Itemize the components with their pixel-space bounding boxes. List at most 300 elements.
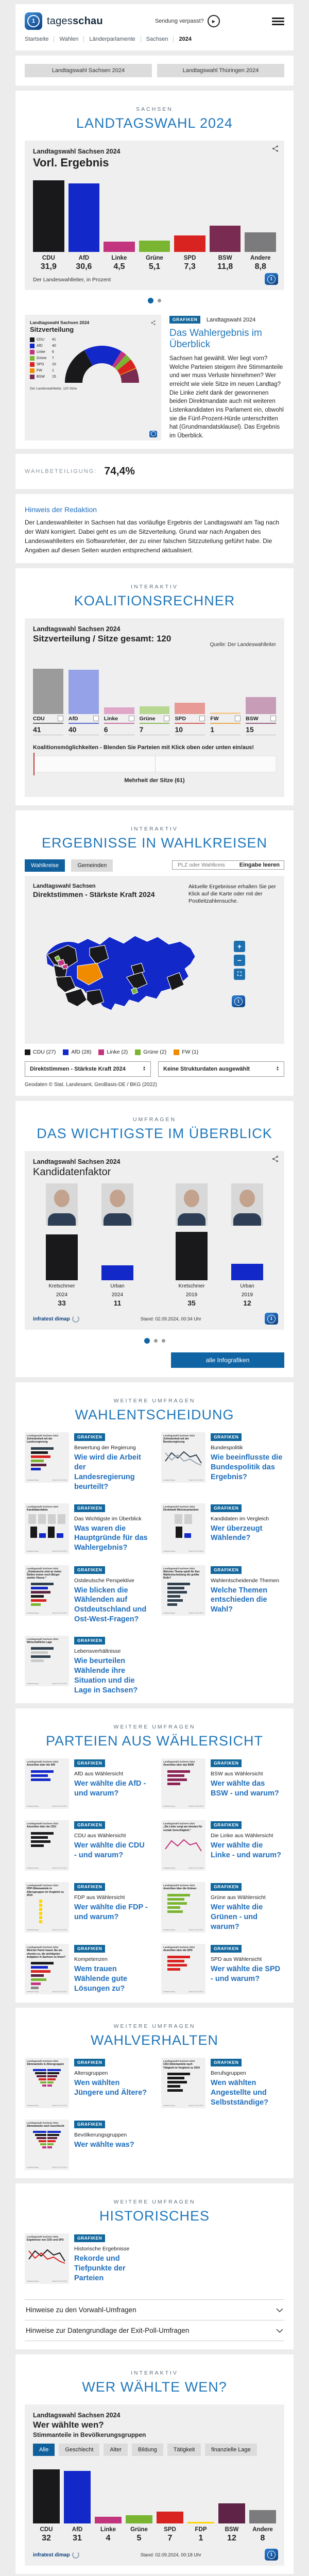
teaser-kicker: Kompetenzen: [74, 1956, 108, 1963]
thumb-brand: infratest dimap: [27, 1991, 39, 1993]
teaser-item[interactable]: [161, 1432, 284, 1492]
thumb-chart: [27, 1769, 67, 1798]
thumb-brand: infratest dimap: [163, 1550, 175, 1552]
bar: [33, 180, 64, 252]
thumb-bar: [31, 1583, 54, 1585]
thumb-stand: Stand: 02.09.2024: [52, 1991, 67, 1993]
thumb-bar: [31, 1460, 44, 1462]
seats-title: Sitzverteilung: [30, 326, 74, 333]
teaser-title[interactable]: Wer wählte die CDU - und warum?: [74, 1841, 145, 1860]
election-tab[interactable]: Landtagswahl Sachsen 2024: [25, 64, 152, 77]
koalition-party-name: Linke: [104, 715, 118, 722]
thumb-chart: [163, 1834, 203, 1862]
bar-label: [139, 255, 170, 272]
thumb-stand: Stand: 02.09.2024: [52, 1682, 67, 1685]
candidate-pair: [168, 1183, 271, 1307]
grafiken-badge: GRAFIKEN: [211, 1433, 242, 1441]
thumb-pretitle: Landtagswahl Sachsen 2024: [163, 2060, 195, 2063]
koalition-seats: 7: [140, 724, 170, 735]
grafiken-badge: GRAFIKEN: [74, 1433, 105, 1441]
thumb-chart: [27, 2068, 67, 2097]
section-kicker: WEITERE UMFRAGEN: [113, 2199, 196, 2206]
overview-title[interactable]: Das Wahlergebnis im Überblick: [169, 328, 262, 350]
ard-logo-icon: [149, 431, 157, 437]
koalition-bar[interactable]: [140, 706, 170, 714]
section-hero: [25, 1717, 284, 1758]
thumb-photo: [28, 1514, 36, 1524]
election-tab[interactable]: Landtagswahl Thüringen 2024: [157, 64, 284, 77]
thumb-title: Ansichten über die Grünen: [163, 1887, 197, 1891]
stand-timestamp: Stand: 02.09.2024, 00:34 Uhr: [140, 1316, 201, 1322]
legend-seats: 6: [52, 350, 54, 354]
teaser-title[interactable]: Wer wählte das BSW - und warum?: [211, 1780, 279, 1798]
breadcrumb-item[interactable]: Wahlen: [54, 36, 84, 42]
candidate-name: Urban: [110, 1283, 125, 1290]
thumb-brand: infratest dimap: [163, 2105, 175, 2107]
legend-label: CDU (27): [33, 1049, 56, 1056]
accordion-label: Hinweise zu den Vorwahl-Umfragen: [26, 2306, 136, 2314]
thumb-pretitle: Landtagswahl Sachsen 2024: [163, 1505, 195, 1508]
koalition-bar[interactable]: [33, 669, 63, 714]
section-kicker: INTERAKTIV: [131, 2370, 178, 2377]
teaser-title[interactable]: Wie wird die Arbeit der Landesregierung beurteilt?: [74, 1453, 141, 1491]
candidate-pair: [38, 1183, 141, 1307]
thumb-bar: [184, 1533, 191, 1538]
thumb-stand: Stand: 02.09.2024: [52, 1550, 67, 1552]
koalition-checkbox[interactable]: [93, 716, 99, 721]
overview-teaser[interactable]: [169, 315, 284, 440]
thumb-title: Stimmanteile nach Geschlecht: [27, 2125, 64, 2128]
thumb-footer: [163, 1929, 203, 1931]
carousel-dot[interactable]: [158, 299, 161, 302]
candidate-name: Kretschmer: [178, 1283, 205, 1290]
candidate-bar-zone: [94, 1231, 141, 1280]
legend-row: [30, 368, 56, 373]
map-zoom-in-button[interactable]: +: [234, 941, 245, 952]
section-title: WAHLENTSCHEIDUNG: [75, 1407, 234, 1423]
teaser-thumbnail: [25, 1432, 69, 1483]
teaser-item[interactable]: [25, 1432, 148, 1492]
thumb-bar: [167, 1964, 187, 1967]
teaser-title[interactable]: Wen wählten Angestellte und Selbstständige?: [211, 2079, 268, 2107]
result-bar-labels: [33, 255, 276, 272]
candidate-name: Urban: [240, 1283, 254, 1290]
share-icon[interactable]: [271, 145, 279, 155]
thumb-title: Ansichten über die AfD: [27, 1764, 56, 1767]
koalition-party-row[interactable]: [140, 714, 170, 724]
tagesschau-logo[interactable]: [25, 12, 103, 30]
section-hero: [25, 2192, 284, 2233]
bar-value: 31,9: [40, 262, 57, 271]
photo-head: [110, 1190, 125, 1207]
teaser-item[interactable]: [25, 1882, 148, 1933]
bar-column: [95, 2464, 122, 2523]
accordion-label: Hinweise zur Datengrundlage der Exit-Poll-Umfragen: [26, 2327, 190, 2335]
legend-swatch: [174, 1049, 179, 1055]
note-title[interactable]: Hinweis der Redaktion: [25, 505, 97, 514]
teaser-title[interactable]: Wie beeinflusste die Bundespolitik das Ergebnis?: [211, 1453, 283, 1481]
share-icon[interactable]: [271, 1155, 279, 1165]
bar-name: AfD: [78, 255, 90, 261]
sendung-verpasst-link[interactable]: [155, 15, 220, 27]
brand-text: tagesschau: [47, 15, 103, 27]
grafiken-badge: GRAFIKEN: [169, 316, 200, 324]
filter-t-tigkeit[interactable]: Tätigkeit: [167, 2444, 201, 2456]
thumb-bar: [31, 1595, 44, 1598]
carousel-dot[interactable]: [144, 1338, 150, 1344]
teaser-item[interactable]: [161, 1820, 284, 1871]
teaser-item[interactable]: [25, 1944, 148, 1994]
structure-data-select[interactable]: [158, 1061, 284, 1077]
koalition-bar[interactable]: [68, 670, 99, 714]
ard-logo-icon: 1: [265, 1313, 278, 1325]
thumb-pretitle: Landtagswahl Sachsen 2024: [27, 1505, 59, 1508]
breadcrumb-item[interactable]: Sachsen: [141, 36, 174, 42]
filter-bildung[interactable]: Bildung: [132, 2444, 163, 2456]
teaser-item[interactable]: [25, 1565, 148, 1624]
legend-party: Linke: [37, 350, 45, 354]
grafiken-badge: GRAFIKEN: [74, 2121, 105, 2128]
map-legend: [25, 1049, 284, 1055]
bar-name: Andere: [252, 2527, 273, 2533]
thumb-chart: [163, 2071, 203, 2100]
legend-swatch: [30, 344, 35, 348]
koalition-pretitle: Landtagswahl Sachsen 2024: [33, 625, 121, 633]
alle-infografiken-button[interactable]: alle Infografiken: [171, 1352, 284, 1368]
koalition-party-name: Grüne: [139, 715, 156, 722]
map-hint: Aktuelle Ergebnisse erhalten Sie per Klick auf die Karte oder mit der Postleitzahlensuche.: [188, 883, 276, 905]
thumb-pyramid-row: [27, 2069, 67, 2071]
bar-name: Grüne: [130, 2527, 148, 2533]
thumb-line-chart: [27, 2244, 67, 2267]
bar: [157, 2512, 183, 2523]
teaser-item[interactable]: [25, 1636, 148, 1695]
koalition-party-column[interactable]: [68, 668, 99, 735]
koalition-party-column[interactable]: [175, 668, 205, 735]
thumb-bar: [31, 1774, 48, 1777]
teaser-title[interactable]: Rekorde und Tiefpunkte der Parteien: [74, 2255, 126, 2283]
thumb-stand: Stand: 02.09.2024: [52, 1929, 67, 1931]
legend-swatch: [30, 368, 35, 373]
koalition-party-row[interactable]: [104, 714, 134, 724]
who-voted-card: [25, 2404, 284, 2566]
tab-wahlkreise[interactable]: Wahlkreise: [25, 859, 65, 872]
thumb-brand: infratest dimap: [163, 1929, 175, 1931]
thumb-bar: [31, 1978, 46, 1981]
thumb-bar: [167, 2077, 184, 2079]
teaser-item[interactable]: [161, 1565, 284, 1624]
candidate-photo: [176, 1183, 208, 1226]
card-subtitle: Stimmanteile in Bevölkerungsgruppen: [33, 2431, 146, 2439]
teaser-item[interactable]: [161, 1503, 284, 1554]
thumb-stand: Stand: 02.09.2024: [52, 1805, 67, 1808]
thumb-chart: [27, 1446, 67, 1475]
bar-label: [33, 2527, 60, 2543]
thumb-pyramid-row: [27, 2075, 67, 2077]
thumb-title: Ansichten über das BSW: [163, 1764, 194, 1767]
koalition-bar[interactable]: [104, 707, 134, 714]
teaser-thumbnail: [25, 2058, 69, 2108]
legend-seats: 10: [52, 363, 56, 366]
chart-source: Der Landeswahlleiter, in Prozent: [33, 277, 111, 283]
thumb-title: Welcher Partei trauen Sie am ehesten zu, die wichtigsten Aufgaben in Sachsen zu lösen?: [27, 1949, 66, 1959]
koalition-bar-zone: [33, 668, 63, 714]
grafiken-badge: GRAFIKEN: [211, 1945, 242, 1953]
section-result: [15, 91, 294, 449]
teaser-title[interactable]: Wer überzeugt Wählende?: [211, 1524, 263, 1543]
bar: [210, 226, 241, 252]
teaser-thumbnail: [25, 1565, 69, 1616]
thumb-title: Welches Thema spielt für Ihre Wahlentscheidung die größte Rolle?: [163, 1570, 200, 1580]
bar-column: [249, 2464, 276, 2523]
legend-label: AfD (28): [71, 1049, 92, 1056]
tab-gemeinden[interactable]: Gemeinden: [71, 859, 113, 872]
thumb-title: Wirtschaftliche Lage: [27, 1640, 52, 1644]
thumb-pyramid-row: [27, 2137, 67, 2139]
breadcrumb-item[interactable]: 2024: [179, 36, 192, 42]
teaser-thumbnail: [161, 1882, 205, 1933]
share-icon[interactable]: [150, 319, 156, 328]
thumb-bar: [167, 2081, 187, 2083]
teaser-text: [74, 1758, 148, 1809]
accordion-row[interactable]: [25, 2300, 284, 2320]
select-arrows-icon: ▲ ▼: [143, 1066, 146, 1072]
koalition-party-row[interactable]: [68, 714, 99, 724]
teaser-kicker: Lebensverhältnisse: [74, 1648, 121, 1654]
candidate-column: [94, 1183, 141, 1307]
bar-name: Linke: [100, 2527, 116, 2533]
teaser-title[interactable]: Wem trauen Wählende gute Lösungen zu?: [74, 1965, 128, 1993]
bar-label: [126, 2527, 152, 2543]
koalition-party-column[interactable]: [210, 668, 241, 735]
thumb-footer: [27, 2105, 67, 2107]
saxony-map-svg[interactable]: [33, 907, 203, 1036]
koalition-bar[interactable]: [210, 713, 241, 714]
carousel-dots[interactable]: [25, 1330, 284, 1347]
turnout-card: [15, 454, 294, 489]
bar-column: [218, 2464, 245, 2523]
legend-swatch: [30, 356, 35, 361]
teaser-kicker: SPD aus Wählersicht: [211, 1956, 262, 1963]
ard-logo-icon: 1: [265, 273, 278, 285]
legend-swatch: [135, 1049, 141, 1055]
koalition-checkbox[interactable]: [164, 716, 169, 721]
map-zoom-out-button[interactable]: −: [234, 955, 245, 966]
candidate-name: Kretschmer: [48, 1283, 75, 1290]
koalition-checkbox[interactable]: [270, 716, 276, 721]
legend-row: [30, 356, 56, 361]
koalition-party-column[interactable]: [140, 668, 170, 735]
filter-finanzielle-lage[interactable]: finanzielle Lage: [205, 2444, 256, 2456]
koalition-bar-zone: [104, 668, 134, 714]
teaser-title[interactable]: Wer wählte was?: [74, 2141, 134, 2149]
thumb-pretitle: Landtagswahl Sachsen 2024: [27, 1884, 59, 1887]
hamburger-menu-icon[interactable]: [272, 18, 284, 25]
thumb-bar: [31, 1591, 50, 1594]
teaser-thumbnail: [161, 1944, 205, 1994]
breadcrumb-item[interactable]: Länderparlamente: [84, 36, 141, 42]
bar-label: [157, 2527, 183, 2543]
bar-name: Grüne: [146, 255, 163, 261]
bar-value: 5,1: [148, 262, 161, 271]
koalition-party-row[interactable]: [210, 714, 241, 724]
thumb-bar: [31, 1836, 48, 1839]
legend-row: [30, 375, 56, 379]
legend-row: [30, 344, 56, 348]
grafiken-badge: GRAFIKEN: [74, 1637, 105, 1645]
teaser-kicker: Bewertung der Regierung: [74, 1445, 136, 1451]
thumb-footer: [27, 1867, 67, 1869]
plz-searchbox: [172, 860, 284, 870]
teaser-title[interactable]: Wen wählten Jüngere und Ältere?: [74, 2079, 147, 2097]
thumb-chart: [27, 1581, 67, 1610]
koalition-party-column[interactable]: [104, 668, 134, 735]
teaser-title[interactable]: Wer wählte die AfD - und warum?: [74, 1780, 146, 1798]
koalition-party-row[interactable]: [175, 714, 205, 724]
thumb-chart: [163, 1954, 203, 1983]
teaser-kicker: Ostdeutsche Perspektive: [74, 1577, 134, 1584]
breadcrumb-item[interactable]: Startseite: [25, 36, 54, 42]
carousel-dot[interactable]: [154, 1339, 158, 1343]
teaser-item[interactable]: [25, 1820, 148, 1871]
koalition-checkbox[interactable]: [235, 716, 241, 721]
bar-value: 11,8: [217, 262, 233, 271]
teaser-kicker: CDU aus Wählersicht: [74, 1833, 126, 1839]
candidate-bar: [46, 1234, 78, 1280]
carousel-dots[interactable]: [25, 290, 284, 308]
clear-input-button[interactable]: Eingabe leeren: [239, 861, 280, 868]
koalition-checkbox[interactable]: [58, 716, 63, 721]
teaser-title[interactable]: Wer wählte die Linke - und warum?: [211, 1841, 281, 1860]
thumb-bar: [31, 1970, 50, 1973]
teaser-text: [211, 1503, 284, 1554]
thumb-bar: [31, 1651, 48, 1654]
bar-value: 32: [42, 2534, 51, 2543]
filter-alle[interactable]: Alle: [33, 2444, 55, 2456]
thumb-line-chart: [163, 1446, 203, 1469]
thumb-title: „Die Linke sorgt am ehesten für soziale Gerechtigkeit.“: [163, 1825, 202, 1832]
teaser-item[interactable]: [161, 1758, 284, 1809]
grafiken-badge: GRAFIKEN: [211, 1504, 242, 1512]
teaser-text: [74, 1636, 148, 1695]
teaser-item[interactable]: [161, 1882, 284, 1933]
teaser-item[interactable]: [25, 2233, 148, 2284]
bar-column: [33, 2464, 60, 2523]
teaser-item[interactable]: [25, 2058, 148, 2108]
koalition-checkbox[interactable]: [129, 716, 134, 721]
bar-column: [157, 2464, 183, 2523]
koalition-bar[interactable]: [246, 697, 276, 714]
thumb-footer: [27, 1550, 67, 1552]
thumb-pretitle: Landtagswahl Sachsen 2024: [27, 1637, 59, 1640]
plz-search-input[interactable]: [177, 861, 230, 869]
koalition-checkbox[interactable]: [199, 716, 205, 721]
filter-alter[interactable]: Alter: [104, 2444, 128, 2456]
thumb-bar: [31, 1659, 44, 1662]
infratest-dimap-logo: infratest dimap: [33, 1315, 79, 1323]
legend-party: SPD: [37, 363, 44, 366]
teaser-item[interactable]: [25, 2120, 148, 2170]
grafiken-badge: GRAFIKEN: [74, 1566, 105, 1574]
koalition-party-row[interactable]: [246, 714, 276, 724]
koalition-card: [25, 618, 284, 797]
thumb-pyramid-row: [27, 2143, 67, 2145]
bar-column: [187, 2464, 214, 2523]
thumb-title: Ergebnisse von CDU und SPD: [27, 2239, 64, 2242]
section-title: WER WÄHLTE WEN?: [82, 2379, 227, 2395]
thumb-stand: Stand: 02.09.2024: [188, 2105, 203, 2107]
map-metric-value: Direktstimmen - Stärkste Kraft 2024: [30, 1066, 126, 1073]
teaser-kicker: Bevölkerungsgruppen: [74, 2132, 127, 2139]
carousel-dot[interactable]: [162, 1339, 165, 1343]
bar-column: [245, 175, 276, 252]
koalition-seats: 15: [246, 724, 276, 735]
teaser-title[interactable]: Wie beurteilen Wählende ihre Situation und die Lage in Sachsen?: [74, 1656, 138, 1694]
koalition-bar[interactable]: [175, 703, 205, 714]
candidate-bar-zone: [38, 1231, 85, 1280]
thumb-footer: [163, 1805, 203, 1807]
bar-value: 8: [260, 2534, 265, 2543]
teaser-item[interactable]: [161, 1944, 284, 1994]
teaser-title[interactable]: Wer wählte die SPD - und warum?: [211, 1965, 281, 1984]
bar-label: [104, 255, 135, 272]
accordion: [25, 2299, 284, 2341]
teaser-item[interactable]: [25, 1503, 148, 1554]
thumb-footer: [163, 1612, 203, 1614]
legend-seats: 1: [52, 369, 54, 372]
ard-logo-icon: 1: [232, 995, 245, 1007]
thumb-pretitle: Landtagswahl Sachsen 2024: [163, 1567, 195, 1570]
thumb-chart: [27, 1960, 67, 1989]
seat-distribution-card[interactable]: [25, 315, 161, 440]
bar-label: [245, 255, 276, 272]
koalition-party-row[interactable]: [33, 714, 63, 724]
filter-geschlecht[interactable]: Geschlecht: [59, 2444, 99, 2456]
teaser-text: [74, 1503, 148, 1554]
accordion-row[interactable]: [25, 2320, 284, 2341]
bar-value: 4,5: [113, 262, 125, 271]
teaser-title[interactable]: Wer wählte die FDP - und warum?: [74, 1903, 148, 1922]
teaser-kicker: Historische Ergebnisse: [74, 2246, 130, 2252]
teaser-title[interactable]: Was waren die Hauptgründe für das Wahlergebnis?: [74, 1524, 148, 1552]
teaser-item[interactable]: [25, 1758, 148, 1809]
map-fit-button[interactable]: ⛶: [234, 969, 245, 980]
teaser-kicker: Kandidaten im Vergleich: [211, 1515, 269, 1522]
thumb-photo: [175, 1514, 182, 1524]
carousel-dot[interactable]: [148, 298, 153, 303]
map-metric-select[interactable]: [25, 1061, 151, 1077]
thumb-pretitle: Landtagswahl Sachsen 2024: [27, 1760, 59, 1764]
saxony-map[interactable]: [33, 907, 276, 1037]
teaser-title[interactable]: Wie blicken die Wählenden auf Ostdeutschland und Ost-West-Fragen?: [74, 1586, 147, 1624]
koalition-party-name: AfD: [68, 715, 78, 722]
teaser-title[interactable]: Wer wählte die Grünen - und warum?: [211, 1903, 263, 1931]
seats-pretitle: Landtagswahl Sachsen 2024: [30, 320, 90, 325]
thumb-bar: [39, 1533, 46, 1538]
thumb-bar: [167, 1591, 187, 1594]
geodata-source: Geodaten © Stat. Landesamt, GeoBasis-DE / BKG (2022): [25, 1082, 157, 1088]
koalition-party-column[interactable]: [246, 668, 276, 735]
legend-label: Grüne (2): [143, 1049, 167, 1056]
bar-label: [68, 255, 100, 272]
teaser-title[interactable]: Welche Themen entschieden die Wahl?: [211, 1586, 268, 1614]
legend-row: [30, 362, 56, 367]
teaser-thumbnail: [161, 1758, 205, 1809]
teaser-item[interactable]: [161, 2058, 284, 2108]
koalition-party-column[interactable]: [33, 668, 63, 735]
card-pretitle: Landtagswahl Sachsen 2024: [33, 1158, 121, 1166]
teaser-grid: [25, 2233, 284, 2284]
